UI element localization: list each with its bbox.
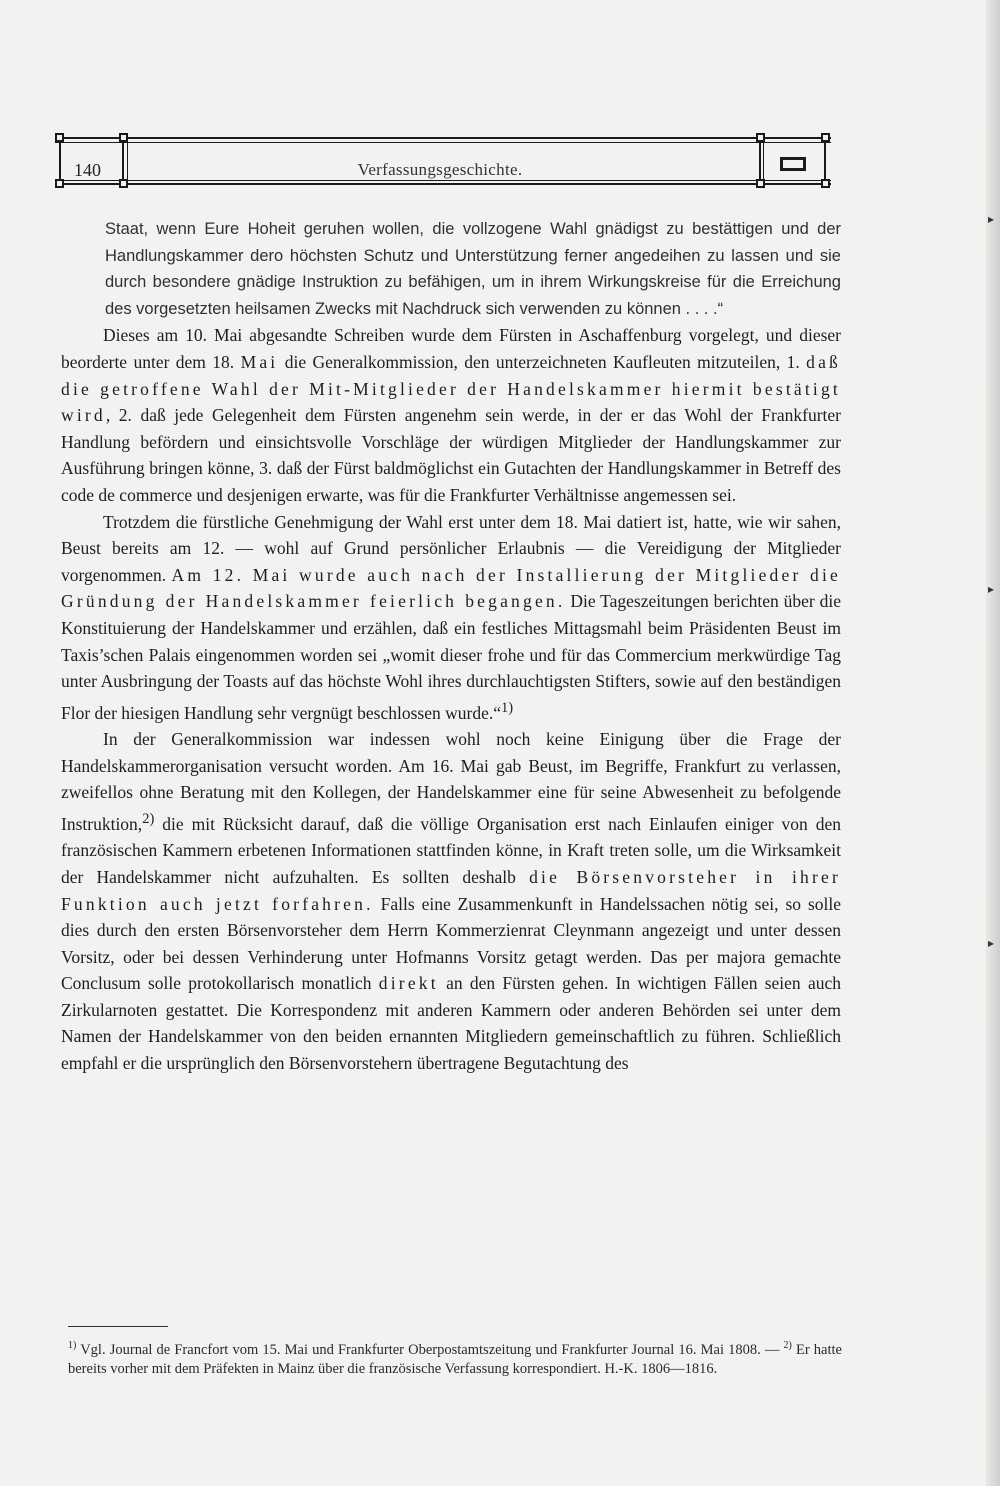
- body-text: [61, 216, 841, 1077]
- paragraph: [61, 509, 841, 727]
- text-run: die Generalkommission, den unterzeichneten Kaufleuten mitzuteilen, 1.: [278, 351, 807, 372]
- quoted-paragraph: [61, 216, 841, 322]
- text-run: , 2. daß jede Gelegenheit dem Fürsten angenehm sein werde, in der er das Wohl der Frankfurter Handlung befördern und einsichtsvolle Vorschläge der würdigen Mitglieder der Handlungskammer zur Ausführung bringen könne, 3. daß der Fürst baldmöglichst ein Gutachten der Handlungskammer in Betreff des code de commerce und desjenigen erwarte, was für die Frankfurter Verhältnisse angemessen sei.: [61, 405, 841, 505]
- paragraph: [61, 322, 841, 508]
- footnote-reference: 1): [501, 699, 514, 716]
- text-run: an den Fürsten gehen. In wichtigen Fällen seien auch Zirkularnoten gestattet. Die Korrespondenz mit anderen Kammern oder anderen Behörden sei unter dem Namen der Handelskammer von den beiden ernannten Mitgliedern gemeinschaftlich zu führen. Schließlich empfahl er die ursprünglich den Börsenvorstehern übertragene Begutachtung des: [61, 973, 841, 1074]
- margin-mark: ▸: [987, 936, 994, 950]
- text-run: Die Tageszeitungen berichten über die Konstituierung der Handelskammer und erzählen, daß ein festliches Mittagsmahl beim Präsidenten Beust im Taxis’schen Palais eingenommen worden sei „womit dieser frohe und für das Commercium merkwürdige Tag unter Ausbringung der Toasts auf das höchste Wohl ihres durchlauchtigsten Stifters, sowie auf den beständigen Flor der hiesigen Handlung sehr vergnügt beschlossen wurde.“: [61, 591, 841, 723]
- footnote-divider: [68, 1326, 168, 1327]
- text-run: Trotzdem die fürstliche Genehmigung der Wahl erst unter dem 18. Mai datiert ist, hatte, wie wir sahen, Beust bereits am 12. — wohl auf Grund persönlicher Erlaubnis — die Vereidigung der Mitglieder vorgenommen.: [61, 511, 841, 585]
- spaced-emphasis: daß die getroffene Wahl der Mit-Mitglieder der Handelskammer hiermit bestätigt wird: [61, 351, 841, 426]
- text-run: die mit Rücksicht darauf, daß die völlige Organisation erst nach Einlaufen einiger von den französischen Kammern erbetenen Informationen stattfinden könne, in Kraft treten solle, um die Wirksamkeit der Handelskammer nicht aufzuhalten. Es sollten deshalb: [61, 813, 841, 887]
- spaced-emphasis: Mai: [240, 351, 279, 372]
- footnote-reference: 2): [142, 810, 155, 827]
- spaced-emphasis: die Börsenvorsteher in ihrer Funktion auch jetzt forfahren.: [61, 866, 841, 914]
- text-run: Dieses am 10. Mai abgesandte Schreiben wurde dem Fürsten in Aschaffenburg vorgelegt, und dieser beorderte unter dem 18.: [61, 325, 841, 372]
- footnote-marker: 1): [68, 1340, 77, 1351]
- page-number: 140: [74, 160, 101, 180]
- header-ornament: [780, 157, 806, 171]
- footnote-marker: 2): [783, 1340, 792, 1351]
- spaced-emphasis: Am 12. Mai wurde auch nach der Installierung der Mitglieder die Gründung der Handelskammer feierlich begangen.: [61, 564, 842, 612]
- footnote-text: Vgl. Journal de Francfort vom 15. Mai und Frankfurter Oberpostamtszeitung und Frankfurter Journal 16. Mai 1808. —: [76, 1341, 784, 1358]
- margin-mark: ▸: [987, 582, 994, 596]
- paragraph: [61, 726, 841, 1077]
- footnotes: [68, 1336, 842, 1379]
- text-run: In der Generalkommission war indessen wohl noch keine Einigung über die Frage der Handelskammerorganisation versucht worden. Am 16. Mai gab Beust, im Begriffe, Frankfurt zu verlassen, zweifellos ohne Beratung mit den Kollegen, der Handelskammer eine für seine Abwesenheit zu befolgende Instruktion,: [61, 729, 841, 834]
- footnote-text: Er hatte bereits vorher mit dem Präfekten in Mainz über die französische Verfassung korrespondiert. H.-K. 1806—1816.: [68, 1341, 842, 1377]
- running-title: Verfassungsgeschichte.: [357, 160, 523, 179]
- spaced-emphasis: direkt: [378, 973, 439, 994]
- text-run: Falls eine Zusammenkunft in Handelssachen nötig sei, so solle dies durch den ersten Börsenvorsteher dem Herrn Kommerzienrat Cleynmann angezeigt und unter dessen Vorsitz, oder bei dessen Verhinderung unter Hofmanns Vorsitz getagt werden. Das per majora gemachte Conclusum solle protokollarisch monatlich: [61, 893, 841, 994]
- margin-mark: ▸: [987, 212, 994, 226]
- text-run: Staat, wenn Eure Hoheit geruhen wollen, die vollzogene Wahl gnädigst zu bestättigen und der Handlungskammer dero höchsten Schutz und Unterstützung ferner angedeihen zu lassen und sie durch besondere gnädige Instruktion zu befähigen, um in ihrem Wirkungskreise für die Erreichung des vorgesetzten heilsamen Zwecks mit Nachdruck sich verwenden zu können . . . .“: [105, 220, 841, 318]
